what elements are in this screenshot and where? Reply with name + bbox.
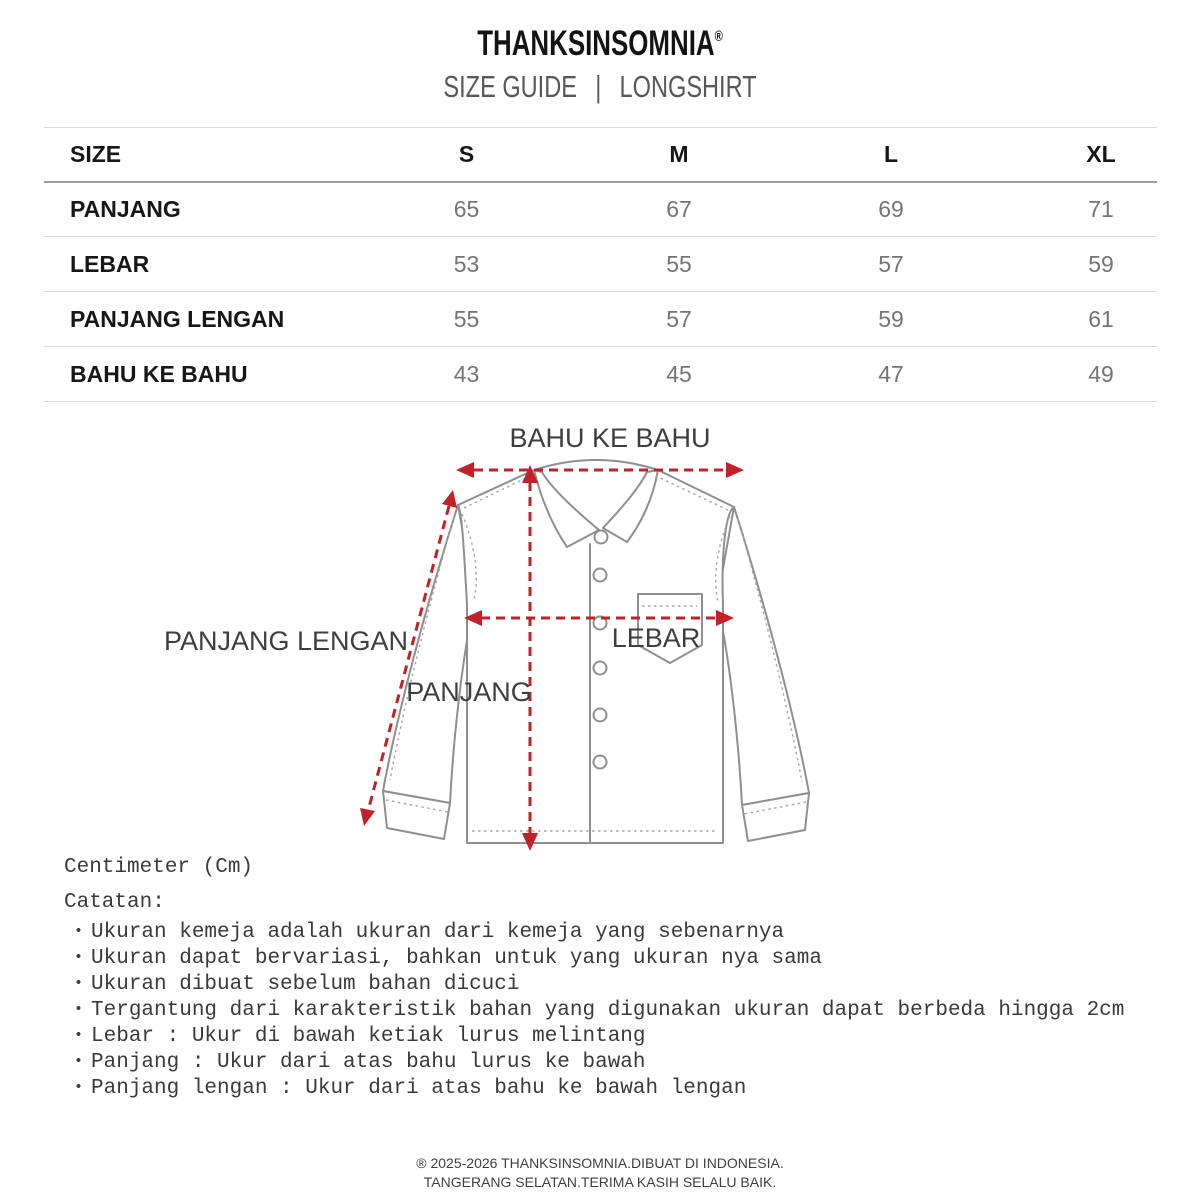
size-value: 67 — [573, 182, 785, 237]
size-value: 45 — [666, 360, 692, 387]
notes-heading: Catatan: — [64, 891, 165, 914]
note-text: Ukuran dibuat sebelum bahan dicuci — [91, 973, 520, 996]
size-value: 61 — [997, 292, 1157, 347]
note-text: Tergantung dari karakteristik bahan yang digunakan ukuran dapat berbeda hingga 2cm — [91, 999, 1125, 1022]
notes-list — [64, 919, 1184, 1101]
note-text: Panjang lengan : Ukur dari atas bahu ke bawah lengan — [91, 1077, 747, 1100]
subtitle-separator: | — [595, 69, 602, 104]
footer-line-2: TANGERANG SELATAN.TERIMA KASIH SELALU BAIK. — [423, 1174, 777, 1190]
subtitle-size-guide: SIZE GUIDE — [443, 69, 577, 104]
size-value: 53 — [360, 237, 573, 292]
note-item — [64, 1023, 1184, 1049]
note-item — [64, 971, 1184, 997]
row-label: BAHU KE BAHU — [70, 360, 248, 387]
size-value: 57 — [573, 292, 785, 347]
note-item — [64, 919, 1184, 945]
bullet-icon: • — [74, 975, 84, 992]
size-value: 59 — [997, 237, 1157, 292]
bullet-icon: • — [74, 1027, 84, 1044]
diagram-label-panjang: PANJANG — [406, 677, 532, 707]
size-table-header-row — [44, 128, 1157, 182]
size-table — [44, 127, 1157, 402]
table-row-panjang — [44, 182, 1157, 237]
diagram-label-lebar: LEBAR — [611, 623, 701, 653]
size-value: 55 — [573, 237, 785, 292]
diagram-label-bahu-ke-bahu: BAHU KE BAHU — [509, 423, 711, 453]
size-value: 69 — [785, 182, 997, 237]
table-row-lebar — [44, 237, 1157, 292]
note-item — [64, 1075, 1184, 1101]
note-text: Ukuran kemeja adalah ukuran dari kemeja yang sebenarnya — [91, 921, 785, 944]
row-label: PANJANG LENGAN — [44, 292, 360, 347]
row-label: PANJANG — [44, 182, 360, 237]
brand-title — [156, 24, 1044, 64]
size-value: 55 — [360, 292, 573, 347]
note-text: Panjang : Ukur dari atas bahu lurus ke bawah — [91, 1051, 646, 1074]
registered-mark: ® — [714, 28, 723, 45]
column-header-m: M — [573, 128, 785, 182]
column-header-xl: XL — [997, 128, 1157, 182]
size-value: 47 — [878, 360, 904, 387]
brand-name: THANKSINSOMNIA — [477, 24, 715, 63]
size-value: 43 — [453, 360, 480, 387]
bullet-icon: • — [74, 949, 84, 966]
diagram-label-panjang-lengan: PANJANG LENGAN — [163, 626, 408, 656]
size-value: 49 — [1088, 360, 1114, 387]
note-item — [64, 1049, 1184, 1075]
right-sleeve — [717, 507, 809, 805]
row-label: LEBAR — [44, 237, 360, 292]
table-row-bahu-ke-bahu — [44, 347, 1157, 402]
unit-label: Centimeter (Cm) — [64, 856, 254, 879]
footer — [0, 1154, 1200, 1192]
footer-line-1: ® 2025-2026 THANKSINSOMNIA.DIBUAT DI INDONESIA. — [416, 1155, 784, 1171]
column-header-s: S — [360, 128, 573, 182]
bullet-icon: • — [74, 923, 84, 940]
table-row-panjang-lengan — [44, 292, 1157, 347]
note-item — [64, 997, 1184, 1023]
note-text: Ukuran dapat bervariasi, bahkan untuk yang ukuran nya sama — [91, 947, 822, 970]
page-subtitle — [144, 69, 1056, 105]
subtitle-product: LONGSHIRT — [619, 69, 757, 104]
size-value: 59 — [785, 292, 997, 347]
bullet-icon: • — [74, 1079, 84, 1096]
note-item — [64, 945, 1184, 971]
shirt-measurement-diagram — [0, 420, 1200, 880]
column-header-size: SIZE — [44, 128, 360, 182]
column-header-l: L — [785, 128, 997, 182]
size-value: 71 — [997, 182, 1157, 237]
size-value: 65 — [360, 182, 573, 237]
bullet-icon: • — [74, 1053, 84, 1070]
note-text: Lebar : Ukur di bawah ketiak lurus melintang — [91, 1025, 646, 1048]
size-value: 57 — [785, 237, 997, 292]
bullet-icon: • — [74, 1001, 84, 1018]
